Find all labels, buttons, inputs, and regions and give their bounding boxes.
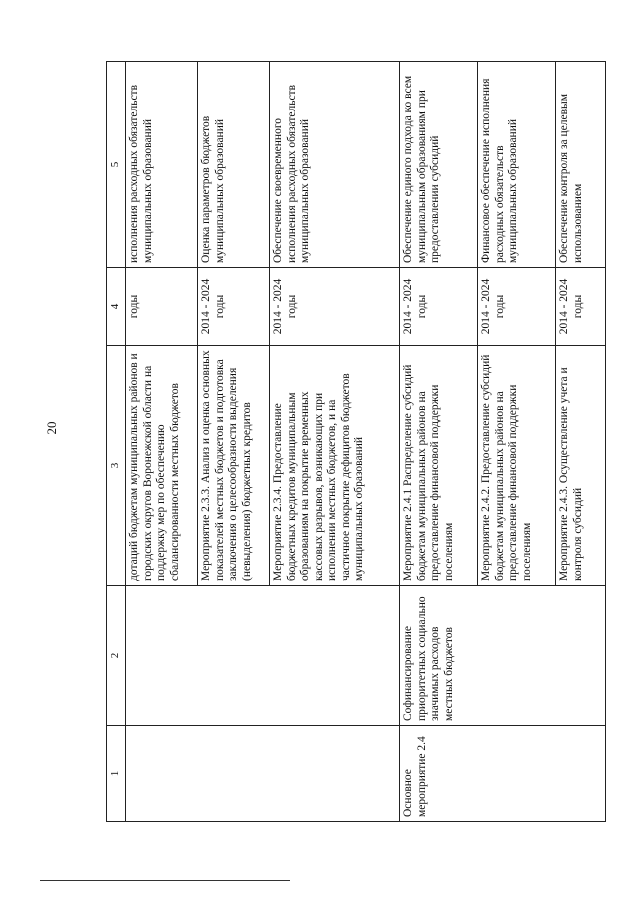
table-cell: Мероприятие 2.4.1 Распределение субсидий бюджетам муниципальных районов на предоставление финансовой поддержки поселениям bbox=[400, 346, 478, 586]
table-cell: Мероприятие 2.4.2. Предоставление субсидий бюджетам муниципальных районов на предоставление финансовой поддержки поселениям bbox=[478, 346, 556, 586]
table-cell bbox=[126, 726, 400, 822]
column-header: 3 bbox=[107, 346, 126, 586]
table-cell: Мероприятие 2.3.3. Анализ и оценка основных показателей местных бюджетов и подготовка заключения о целесообразности выделения (невыделения) бюджетных кредитов bbox=[198, 346, 270, 586]
table-cell: Оценка параметров бюджетов муниципальных образований bbox=[198, 62, 270, 268]
table-container bbox=[106, 62, 606, 822]
column-header: 2 bbox=[107, 586, 126, 726]
table-cell: исполнения расходных обязательств муниципальных образований bbox=[126, 62, 198, 268]
table-cell: 2014 - 2024 годы bbox=[556, 268, 606, 346]
page-number: 20 bbox=[44, 421, 59, 435]
table-row bbox=[400, 62, 478, 822]
table-header-row bbox=[107, 62, 126, 822]
table-row bbox=[126, 62, 198, 822]
table-cell: Софинансирование приоритетных социально значимых расходов местных бюджетов bbox=[400, 586, 606, 726]
footer-divider bbox=[40, 880, 290, 881]
table-cell: 2014 - 2024 годы bbox=[270, 268, 400, 346]
column-header: 5 bbox=[107, 62, 126, 268]
table-cell: 2014 - 2024 годы bbox=[478, 268, 556, 346]
column-header: 4 bbox=[107, 268, 126, 346]
table-cell: Обеспечение единого подхода ко всем муниципальным образованиям при предоставлении субсидий bbox=[400, 62, 478, 268]
table-cell: дотаций бюджетам муниципальных районов и городских округов Воронежской области на поддержку мер по обеспечению сбалансированности местных бюджетов bbox=[126, 346, 198, 586]
table-cell: годы bbox=[126, 268, 198, 346]
table-cell: Обеспечение своевременного исполнения расходных обязательств муниципальных образований bbox=[270, 62, 400, 268]
table-cell bbox=[126, 586, 400, 726]
table-cell: 2014 - 2024 годы bbox=[400, 268, 478, 346]
table-cell: Основное мероприятие 2.4 bbox=[400, 726, 606, 822]
table-cell: Финансовое обеспечение исполнения расходных обязательств муниципальных образований bbox=[478, 62, 556, 268]
table-cell: Обеспечение контроля за целевым использованием bbox=[556, 62, 606, 268]
program-table bbox=[106, 61, 606, 822]
table-cell: Мероприятие 2.4.3. Осуществление учета и контроля субсидий bbox=[556, 346, 606, 586]
column-header: 1 bbox=[107, 726, 126, 822]
table-cell: 2014 - 2024 годы bbox=[198, 268, 270, 346]
table-cell: Мероприятие 2.3.4. Предоставление бюджетных кредитов муниципальным образованиям на покрытие временных кассовых разрывов, возникающих при исполнении местных бюджетов, и на частичное покрытие дефицитов бюджетов муниципальных образований bbox=[270, 346, 400, 586]
